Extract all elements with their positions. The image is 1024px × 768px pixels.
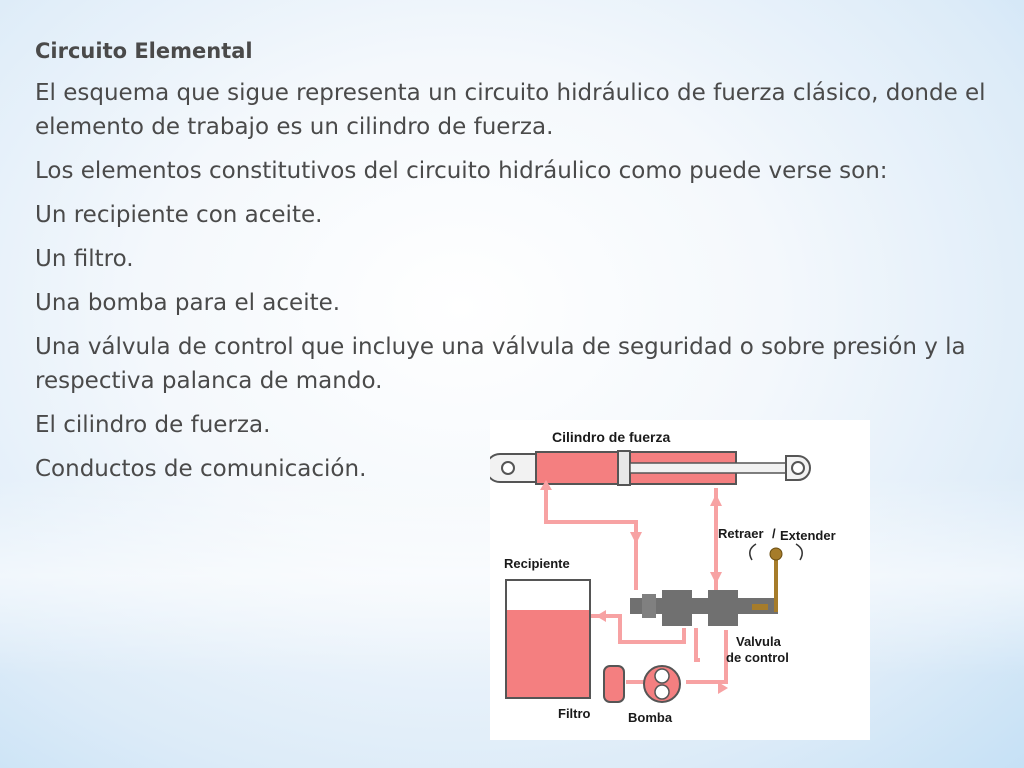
item-cilindro: El cilindro de fuerza.	[35, 412, 271, 438]
pump	[644, 666, 680, 702]
oil-level	[507, 610, 589, 697]
item-valvula: Una válvula de control que incluye una válvula de seguridad o sobre presión y la respectiva palanca de mando.	[35, 334, 966, 394]
label-valvula-2: de control	[726, 650, 789, 665]
oil-tank	[506, 580, 590, 698]
paragraph-intro: El esquema que sigue representa un circuito hidráulico de fuerza clásico, donde el elemento de trabajo es un cilindro de fuerza.	[35, 80, 986, 140]
piston	[618, 451, 630, 485]
paragraph-elements: Los elementos constitutivos del circuito hidráulico como puede verse son:	[35, 158, 888, 184]
slide-title: Circuito Elemental	[35, 39, 253, 63]
label-retraer: Retraer	[718, 526, 764, 541]
item-filtro: Un filtro.	[35, 246, 134, 272]
label-recipiente: Recipiente	[504, 556, 570, 571]
hydraulic-circuit-diagram	[490, 420, 870, 740]
item-bomba: Una bomba para el aceite.	[35, 290, 341, 316]
item-conductos: Conductos de comunicación.	[35, 456, 367, 482]
filter	[604, 666, 624, 702]
item-recipiente: Un recipiente con aceite.	[35, 202, 323, 228]
label-cilindro: Cilindro de fuerza	[552, 429, 671, 445]
label-filtro: Filtro	[558, 706, 591, 721]
label-slash: /	[772, 526, 776, 541]
label-bomba: Bomba	[628, 710, 673, 725]
piston-rod	[630, 463, 790, 473]
label-valvula-1: Valvula	[736, 634, 781, 649]
label-extender: Extender	[780, 528, 836, 543]
